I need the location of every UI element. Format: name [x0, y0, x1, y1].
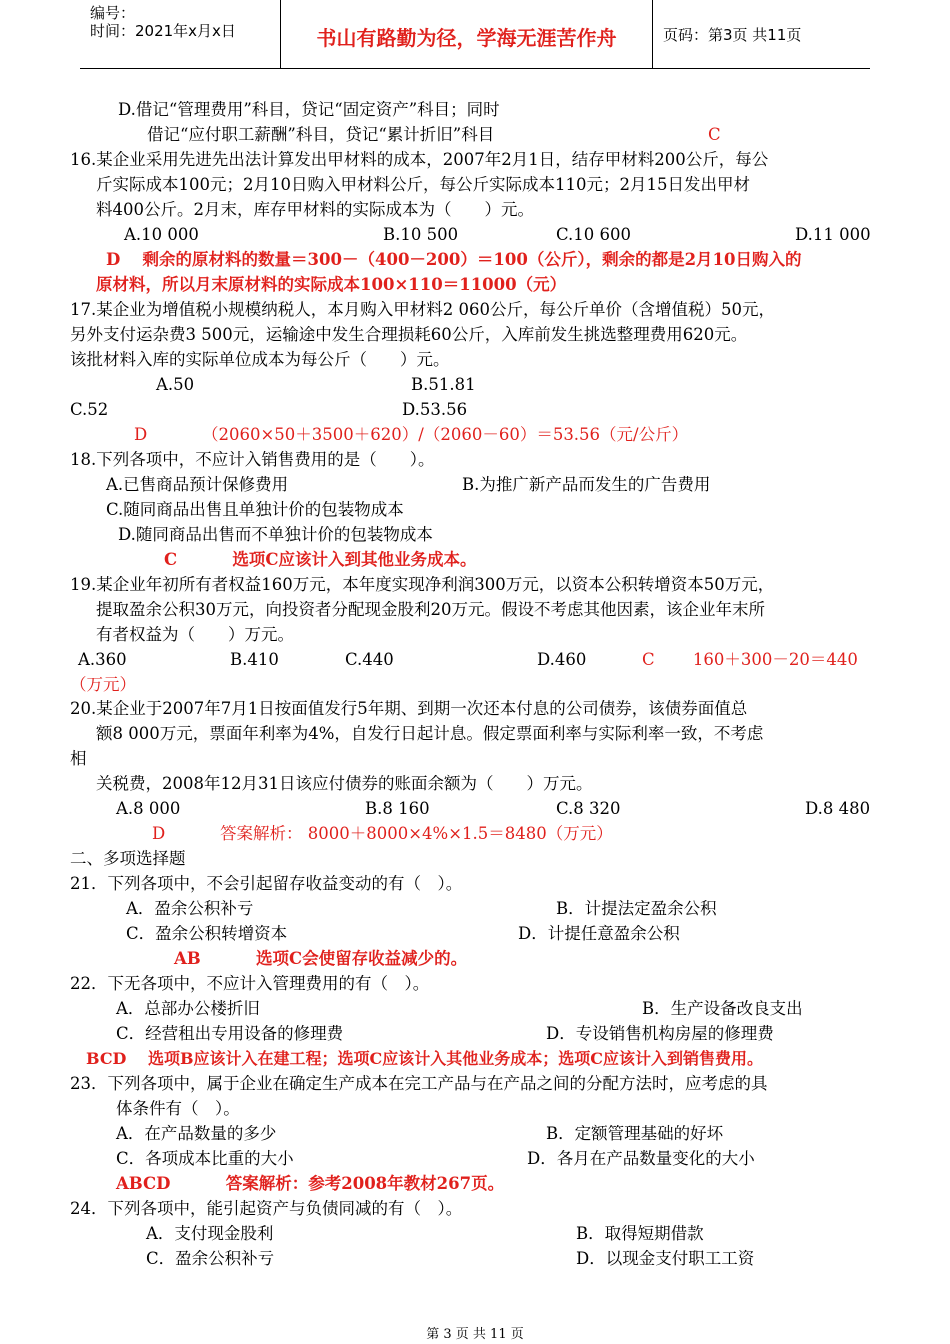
option-line: C．盈余公积转增资本 — [126, 924, 288, 943]
answer-line: AB 选项C会使留存收益减少的。 — [174, 949, 468, 968]
answer-line: D 剩余的原材料的数量＝300－（400－200）＝100（公斤），剩余的都是2月10日购入的 — [106, 250, 802, 269]
option-line: C．经营租出专用设备的修理费 — [116, 1024, 344, 1043]
option-line: B.为推广新产品而发生的广告费用 — [462, 475, 711, 494]
option-line: B．计提法定盈余公积 — [556, 899, 717, 918]
option-line: A.360 — [78, 650, 127, 669]
option-line: A．支付现金股利 — [146, 1224, 274, 1243]
page-footer: 第 3 页 共 11 页 — [426, 1327, 524, 1342]
time-label: 时间：2021年x月x日 — [90, 22, 236, 40]
page-header — [80, 0, 870, 69]
answer-line: ABCD 答案解析：参考2008年教材267页。 — [116, 1174, 505, 1193]
question-line: 额8 000万元，票面年利率为4%，自发行日起计息。假定票面利率与实际利率一致，不考虑 — [96, 724, 764, 743]
question-line: 16.某企业采用先进先出法计算发出甲材料的成本，2007年2月1日，结存甲材料200公斤，每公 — [70, 150, 769, 169]
question-line: 料400公斤。2月末，库存甲材料的实际成本为（ ）元。 — [96, 200, 534, 219]
answer-line: D 答案解析： 8000＋8000×4%×1.5＝8480（万元） — [152, 824, 613, 843]
question-line: 24．下列各项中，能引起资产与负债同减的有（ ）。 — [70, 1199, 463, 1218]
option-line: B.10 500 — [383, 225, 459, 244]
option-line: C.440 — [345, 650, 394, 669]
question-line: 关税费，2008年12月31日该应付债券的账面余额为（ ）万元。 — [96, 774, 593, 793]
option-line: A．盈余公积补亏 — [126, 899, 254, 918]
option-line: 借记“应付职工薪酬”科目，贷记“累计折旧”科目 — [147, 125, 495, 144]
option-line: B.410 — [230, 650, 279, 669]
answer-line: 原材料，所以月末原材料的实际成本100×110＝11000（元） — [96, 275, 567, 294]
answer-line: C 选项C应该计入到其他业务成本。 — [164, 550, 477, 569]
option-line: B.8 160 — [365, 799, 430, 818]
question-line: 21．下列各项中，不会引起留存收益变动的有（ ）。 — [70, 874, 463, 893]
section-heading: 二、多项选择题 — [70, 849, 186, 868]
header-meta-cell — [80, 0, 281, 68]
option-line: A.8 000 — [116, 799, 181, 818]
option-line: C.52 — [70, 400, 109, 419]
answer-line: C 160＋300－20＝440 — [642, 650, 858, 669]
option-line: D.随同商品出售而不单独计价的包装物成本 — [118, 525, 433, 544]
page-label: 页码：第3页 共11页 — [663, 26, 802, 44]
number-label: 编号： — [90, 4, 136, 22]
option-line: B.51.81 — [411, 375, 476, 394]
question-line: 22．下无各项中，不应计入管理费用的有（ ）。 — [70, 974, 430, 993]
header-motto-cell — [281, 0, 653, 68]
option-line: D.460 — [537, 650, 587, 669]
question-line: 18.下列各项中，不应计入销售费用的是（ ）。 — [70, 450, 435, 469]
question-line: 17.某企业为增值税小规模纳税人，本月购入甲材料2 060公斤，每公斤单价（含增值税）50元， — [70, 300, 775, 319]
option-line: C．盈余公积补亏 — [146, 1249, 275, 1268]
answer-line: （万元） — [70, 675, 136, 694]
answer-line: C — [708, 125, 721, 144]
option-line: A．总部办公楼折旧 — [116, 999, 260, 1018]
option-line: A.50 — [156, 375, 195, 394]
option-line: D．计提任意盈余公积 — [518, 924, 680, 943]
option-line: D.11 000 — [795, 225, 871, 244]
option-line: D．以现金支付职工工资 — [576, 1249, 755, 1268]
question-line: 该批材料入库的实际单位成本为每公斤（ ）元。 — [70, 350, 450, 369]
option-line: C.随同商品出售且单独计价的包装物成本 — [106, 500, 404, 519]
option-line: A.已售商品预计保修费用 — [106, 475, 289, 494]
answer-line: D （2060×50＋3500＋620）/（2060－60）＝53.56（元/公斤） — [134, 425, 689, 444]
question-line: 23．下列各项中，属于企业在确定生产成本在完工产品与在产品之间的分配方法时，应考虑的具 — [70, 1074, 768, 1093]
question-line: 体条件有（ ）。 — [116, 1099, 240, 1118]
option-line: A．在产品数量的多少 — [116, 1124, 277, 1143]
option-line: C．各项成本比重的大小 — [116, 1149, 294, 1168]
option-line: C.10 600 — [556, 225, 632, 244]
header-page-cell — [653, 0, 870, 68]
option-line: A.10 000 — [124, 225, 199, 244]
option-line: B．定额管理基础的好坏 — [546, 1124, 724, 1143]
option-line: B．取得短期借款 — [576, 1224, 704, 1243]
option-line: D.53.56 — [402, 400, 468, 419]
answer-line: BCD 选项B应该计入在建工程；选项C应该计入其他业务成本；选项C应该计入到销售费用。 — [86, 1049, 763, 1068]
motto: 书山有路勤为径，学海无涯苦作舟 — [316, 26, 617, 50]
option-line: D.8 480 — [805, 799, 871, 818]
question-line: 斤实际成本100元；2月10日购入甲材料公斤，每公斤实际成本110元；2月15日发出甲材 — [96, 175, 750, 194]
question-line: 有者权益为（ ）万元。 — [96, 625, 294, 644]
option-line: B．生产设备改良支出 — [642, 999, 803, 1018]
option-line: D．专设销售机构房屋的修理费 — [546, 1024, 774, 1043]
option-line: C.8 320 — [556, 799, 621, 818]
option-line: D．各月在产品数量变化的大小 — [527, 1149, 755, 1168]
question-line: 提取盈余公积30万元，向投资者分配现金股利20万元。假设不考虑其他因素，该企业年末所 — [96, 600, 765, 619]
option-line: D.借记“管理费用”科目，贷记“固定资产”科目；同时 — [118, 100, 500, 119]
question-line: 19.某企业年初所有者权益160万元，本年度实现净利润300万元，以资本公积转增资本50万元， — [70, 575, 775, 594]
question-line: 20.某企业于2007年7月1日按面值发行5年期、到期一次还本付息的公司债券，该债券面值总 — [70, 699, 748, 718]
question-line: 相 — [70, 749, 87, 768]
question-line: 另外支付运杂费3 500元，运输途中发生合理损耗60公斤，入库前发生挑选整理费用620元。 — [70, 325, 748, 344]
